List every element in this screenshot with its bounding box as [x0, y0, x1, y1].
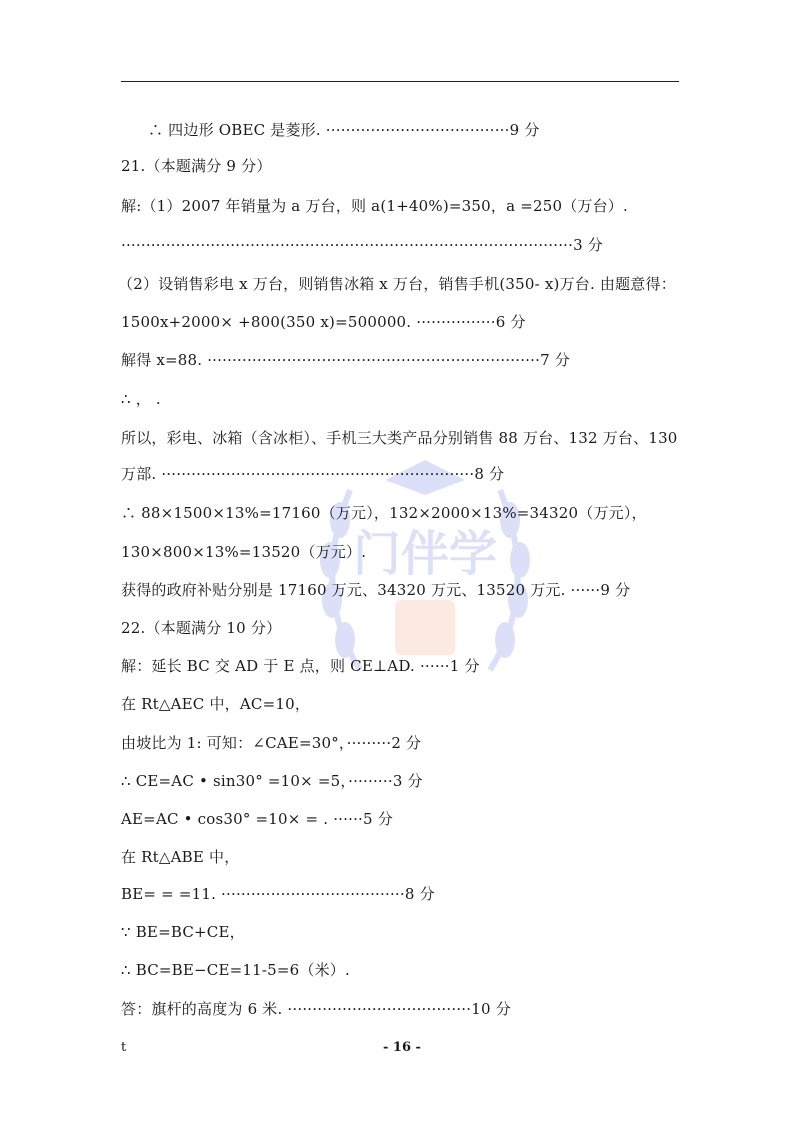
text-line: 1500x+2000× +800(350 x)=500000. ················6 分: [121, 313, 526, 331]
text-line: AE=AC • cos30° =10× = . ······5 分: [121, 810, 393, 828]
text-line: 解：延长 BC 交 AD 于 E 点，则 CE⊥AD. ······1 分: [121, 657, 480, 675]
text-line: 获得的政府补贴分别是 17160 万元、34320 万元、13520 万元. ······9 分: [121, 581, 631, 599]
footer-left-mark: t: [121, 1040, 127, 1055]
text-line: ∴ 四边形 OBEC 是菱形. ·····································9 分: [148, 121, 540, 139]
page-number: - 16 -: [383, 1040, 421, 1055]
text-line: 在 Rt△ABE 中，: [121, 848, 240, 866]
text-line: ∴ CE=AC • sin30° =10× =5，·········3 分: [121, 772, 423, 790]
text-line: 由坡比为 1: 可知：∠CAE=30°，·········2 分: [121, 734, 422, 752]
section-heading-21: 21.（本题满分 9 分）: [121, 157, 272, 175]
text-line: 解得 x=88. ···································································7 分: [121, 351, 570, 369]
text-line: 130×800×13%=13520（万元）.: [121, 543, 367, 561]
text-line: ∴ 88×1500×13%=17160（万元），132×2000×13%=34320（万元），: [121, 504, 647, 522]
text-line: ∵ BE=BC+CE，: [121, 923, 245, 941]
text-line: 答：旗杆的高度为 6 米. ·····································10 分: [121, 1000, 511, 1018]
text-line: 在 Rt△AEC 中，AC=10，: [121, 695, 311, 713]
text-line: 解:（1）2007 年销量为 a 万台，则 a(1+40%)=350，a =250（万台）.: [121, 197, 628, 215]
text-line: ∴ BC=BE−CE=11-5=6（米）.: [121, 961, 350, 979]
svg-text:门伴学: 门伴学: [352, 526, 498, 582]
text-line: ···························································································3 分: [121, 236, 604, 254]
text-line: （2）设销售彩电 x 万台，则销售冰箱 x 万台，销售手机(350- x)万台. 由题意得：: [118, 275, 676, 293]
text-line: 所以，彩电、冰箱（含冰柜）、手机三大类产品分别销售 88 万台、132 万台、130: [121, 429, 678, 447]
text-line: ∴ ， .: [121, 390, 161, 408]
header-rule: [121, 81, 679, 82]
section-heading-22: 22.（本题满分 10 分）: [121, 619, 282, 637]
text-line: BE= = =11. ·····································8 分: [121, 885, 435, 903]
text-line: 万部. ·······························································8 分: [121, 465, 505, 483]
